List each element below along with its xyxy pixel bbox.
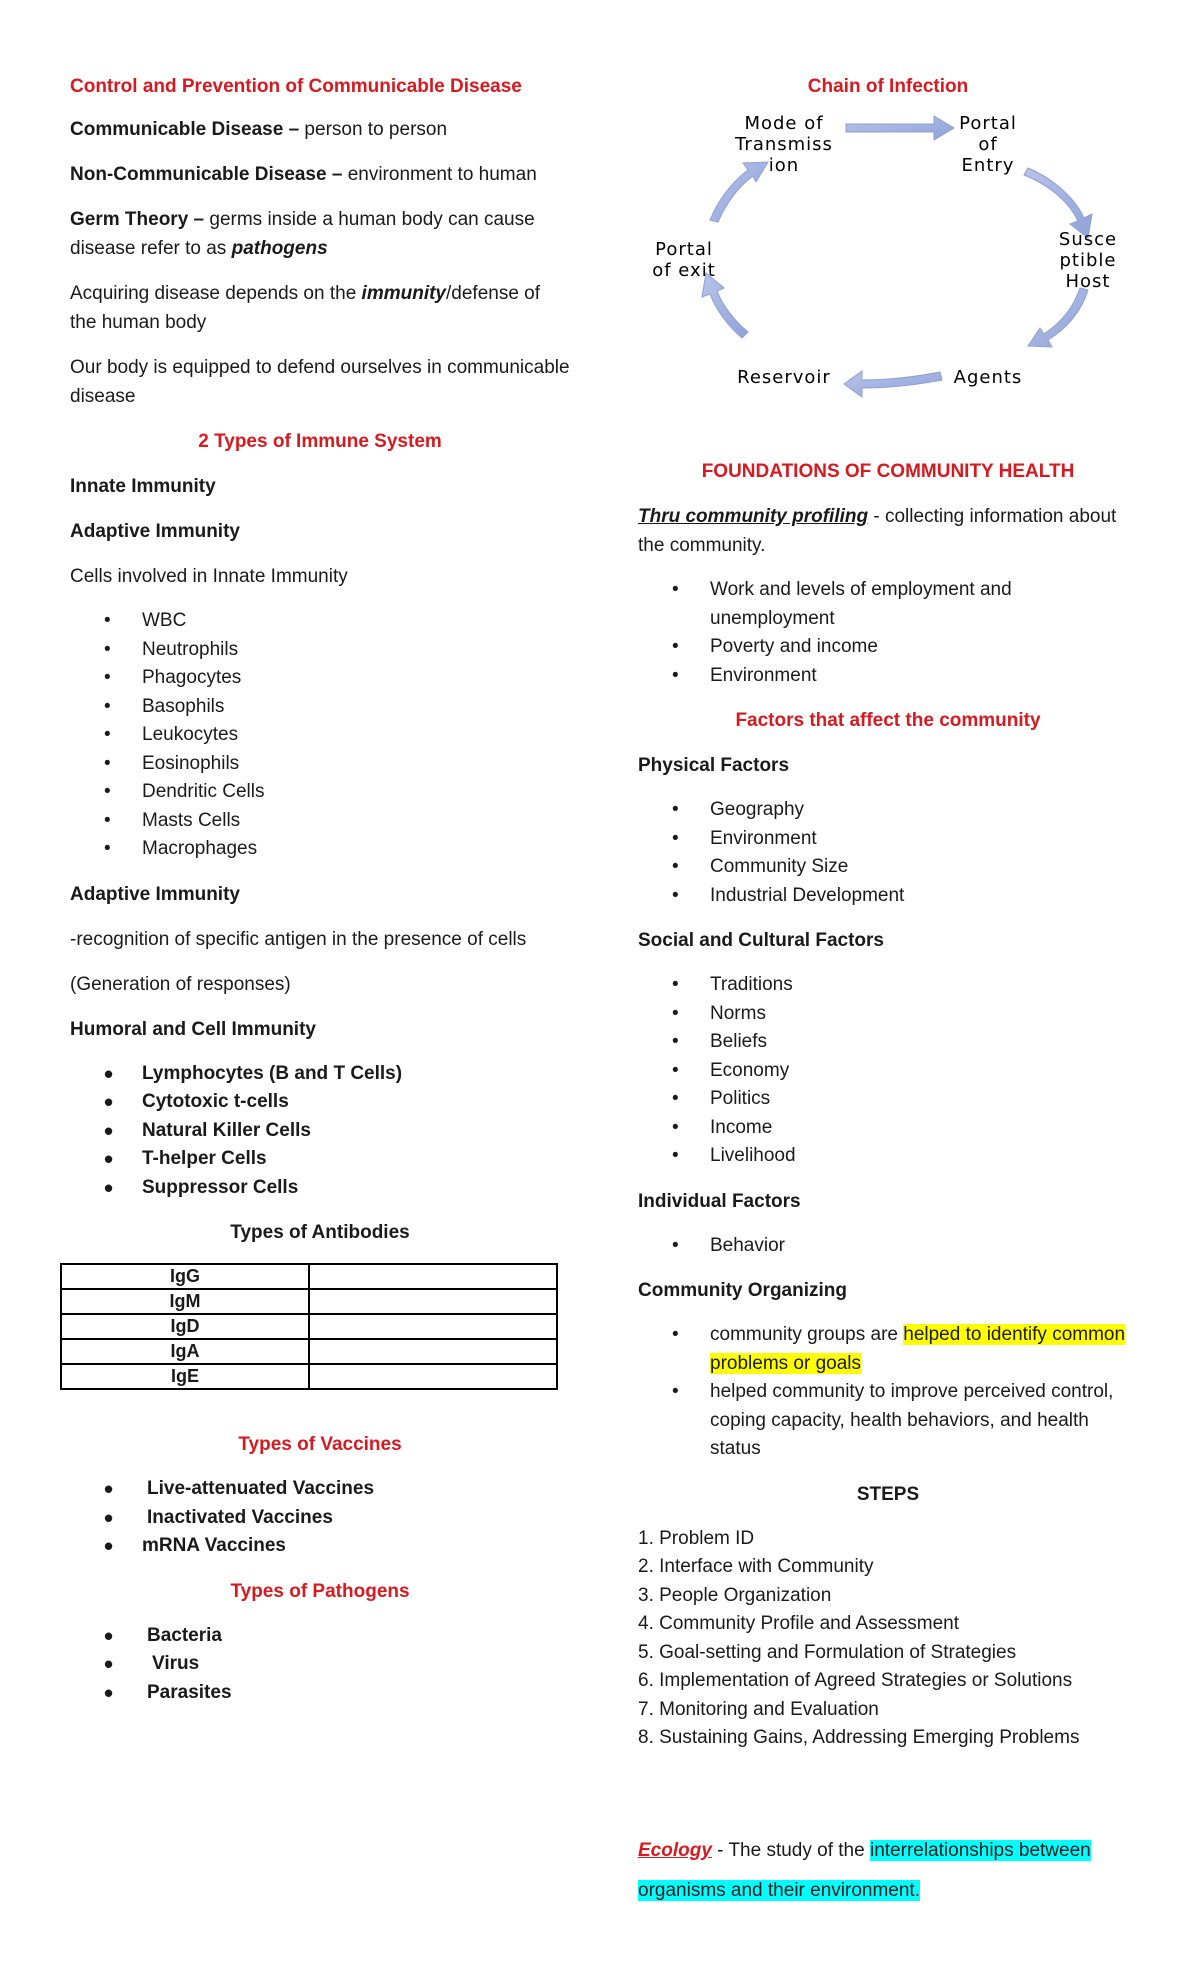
community-organizing-heading: Community Organizing [638,1280,847,1301]
pathogens-list [70,1622,570,1708]
individual-factors-list [638,1232,1138,1261]
vaccines-list [70,1475,570,1561]
vaccines-heading: Types of Vaccines [238,1434,402,1455]
generation-text: (Generation of responses) [70,973,291,995]
list-item: • Live-attenuated Vaccines [70,1475,570,1504]
table-row [61,1264,557,1289]
physical-factors-heading: Physical Factors [638,755,790,776]
list-item: 4. Community Profile and Assessment [638,1613,960,1634]
table-row [61,1364,557,1389]
steps-heading: STEPS [856,1483,920,1505]
communicable-definition: Communicable Disease – person to person [70,119,448,140]
humoral-cells-list [70,1060,570,1203]
list-item: • Behavior [638,1232,1138,1261]
list-item: 7. Monitoring and Evaluation [638,1698,879,1720]
list-item: • Income [638,1114,1138,1143]
list-item: 8. Sustaining Gains, Addressing Emerging Problems [638,1727,1080,1748]
antibodies-heading: Types of Antibodies [230,1222,410,1243]
profiling-list [638,576,1138,690]
social-factors-list [638,971,1138,1171]
node-susceptible-host: Susce ptible Host [1058,229,1118,292]
list-item: • Dendritic Cells [70,778,570,807]
list-item: • Phagocytes [70,664,570,693]
table-cell: IgG [61,1264,309,1289]
list-item: • Geography [638,796,1138,825]
profiling-paragraph: Thru community profiling - collecting information about the community. [638,506,1117,556]
social-factors-heading: Social and Cultural Factors [638,930,884,951]
list-item: 2. Interface with Community [638,1556,874,1577]
highlighted-text: helped to identify common problems or goals [710,1324,1126,1374]
adaptive-immunity-heading: Adaptive Immunity [70,883,240,905]
list-item: • Politics [638,1085,1138,1114]
defense-paragraph: Our body is equipped to defend ourselves in communicable disease [70,357,570,407]
list-item: • Cytotoxic t-cells [70,1088,570,1117]
highlighted-text: interrelationships between [869,1839,1091,1861]
innate-cells-label: Cells involved in Innate Immunity [70,566,348,587]
node-mode-of-transmission: Mode of Transmiss ion [735,113,833,176]
list-item: • WBC [70,607,570,636]
list-item: • Work and levels of employment and unemployment [638,576,1138,633]
humoral-heading: Humoral and Cell Immunity [70,1018,316,1040]
pathogens-heading: Types of Pathogens [230,1580,410,1602]
list-item: • Inactivated Vaccines [70,1504,570,1533]
table-cell [309,1314,557,1339]
table-cell [309,1264,557,1289]
node-portal-of-exit: Portal of exit [652,239,716,281]
list-item: • Natural Killer Cells [70,1117,570,1146]
list-item: 1. Problem ID [638,1527,755,1549]
ecology-paragraph: Ecology - The study of the interrelationships between organisms and their environment. [638,1839,1091,1901]
highlighted-text: organisms and their environment. [638,1879,920,1901]
list-item: • Macrophages [70,835,570,864]
node-portal-of-entry: Portal of Entry [959,113,1017,176]
list-item: • Masts Cells [70,807,570,836]
table-cell [309,1364,557,1389]
immunity-paragraph: Acquiring disease depends on the immunity/defense of the human body [70,283,541,333]
chain-of-infection-heading: Chain of Infection [807,76,969,97]
list-item: • community groups are helped to identify common problems or goals [638,1321,1138,1378]
table-cell: IgM [61,1289,309,1314]
list-item: • T-helper Cells [70,1145,570,1174]
list-item: 3. People Organization [638,1584,832,1606]
node-reservoir: Reservoir [737,367,831,388]
innate-cells-list [70,607,570,864]
list-item: • Leukocytes [70,721,570,750]
list-item: • Neutrophils [70,636,570,665]
list-item: 5. Goal-setting and Formulation of Strategies [638,1641,1017,1663]
list-item: • Bacteria [70,1622,570,1651]
list-item: • Environment [638,825,1138,854]
list-item: • Eosinophils [70,750,570,779]
list-item: • Lymphocytes (B and T Cells) [70,1060,570,1089]
list-item: • mRNA Vaccines [70,1532,570,1561]
node-agents: Agents [953,367,1023,388]
list-item: • Basophils [70,693,570,722]
community-organizing-list [638,1321,1138,1464]
list-item: • Economy [638,1057,1138,1086]
left-column [70,72,570,1723]
adaptive-immunity-label: Adaptive Immunity [70,521,240,542]
steps-list [638,1525,1138,1753]
foundations-heading: FOUNDATIONS OF COMMUNITY HEALTH [701,461,1075,482]
recognition-text: -recognition of specific antigen in the presence of cells [70,928,527,950]
table-cell: IgD [61,1314,309,1339]
table-row [61,1314,557,1339]
physical-factors-list [638,796,1138,910]
list-item: • Beliefs [638,1028,1138,1057]
list-item: • Industrial Development [638,882,1138,911]
list-item: • Parasites [70,1679,570,1708]
antibodies-table [60,1263,558,1390]
list-item: • Poverty and income [638,633,1138,662]
list-item: • Environment [638,662,1138,691]
list-item: • Livelihood [638,1142,1138,1171]
list-item: • Norms [638,1000,1138,1029]
page-title: Control and Prevention of Communicable Disease [70,76,522,97]
table-row [61,1339,557,1364]
table-cell [309,1289,557,1314]
innate-immunity-label: Innate Immunity [70,476,216,497]
list-item: • helped community to improve perceived control, coping capacity, health behaviors, and health status [638,1378,1138,1464]
list-item: • Traditions [638,971,1138,1000]
list-item: • Community Size [638,853,1138,882]
factors-heading: Factors that affect the community [735,710,1041,731]
list-item: • Suppressor Cells [70,1174,570,1203]
individual-factors-heading: Individual Factors [638,1190,801,1212]
germ-theory-definition: Germ Theory – germs inside a human body can cause disease refer to as pathogens [70,209,535,259]
immune-system-heading: 2 Types of Immune System [198,431,442,452]
table-row [61,1289,557,1314]
list-item: 6. Implementation of Agreed Strategies or Solutions [638,1670,1073,1691]
list-item: • Virus [70,1650,570,1679]
right-column [638,72,1138,1927]
table-cell: IgE [61,1364,309,1389]
table-cell [309,1339,557,1364]
table-cell: IgA [61,1339,309,1364]
non-communicable-definition: Non-Communicable Disease – environment to human [70,164,537,185]
